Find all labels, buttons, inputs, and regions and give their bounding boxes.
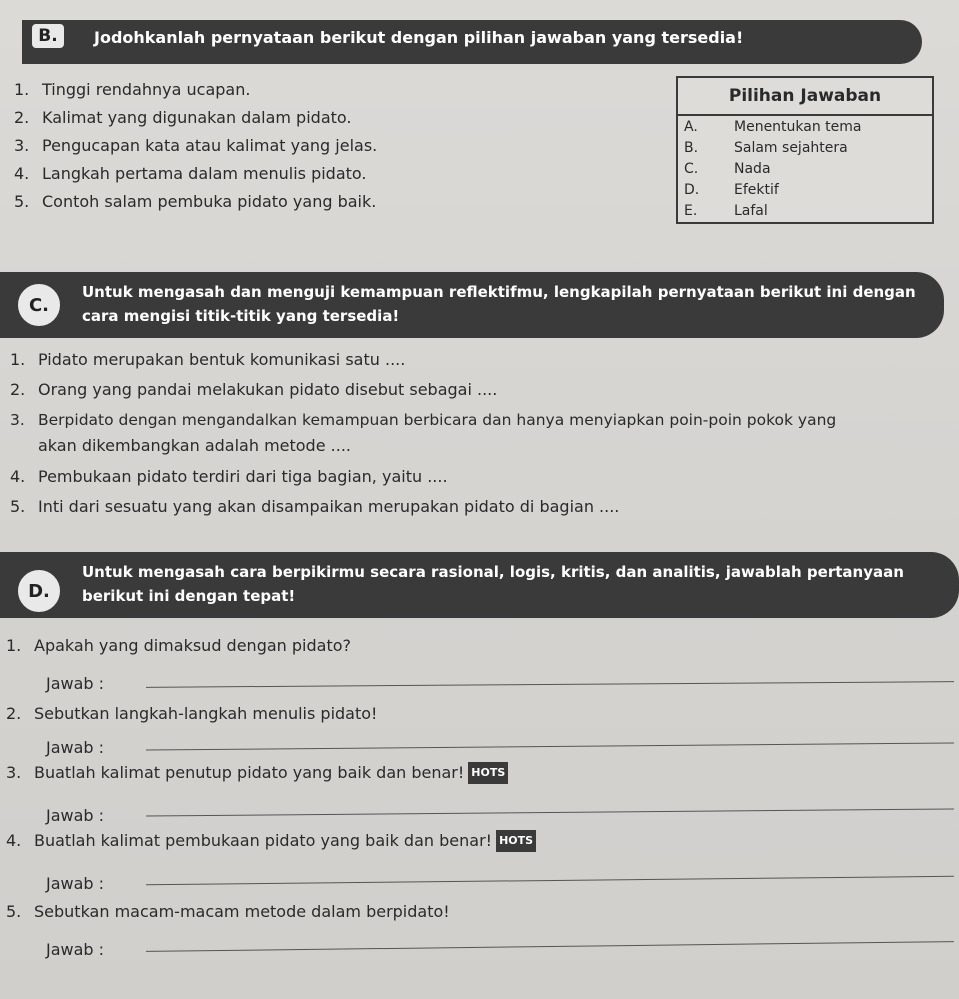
item-number: 4. xyxy=(10,467,26,486)
section-b-banner xyxy=(22,20,922,64)
item-text: Apakah yang dimaksud dengan pidato? xyxy=(34,636,351,655)
hots-badge: HOTS xyxy=(468,762,508,784)
item-number: 3. xyxy=(6,763,22,782)
choice-text: Lafal xyxy=(734,203,768,219)
answer-line-4[interactable] xyxy=(146,876,954,885)
item-text: Berpidato dengan mengandalkan kemampuan berbicara dan hanya menyiapkan poin-poin pokok yang xyxy=(38,411,837,429)
answer-label: Jawab : xyxy=(46,738,105,757)
choice-c xyxy=(684,160,771,178)
item-number: 2. xyxy=(14,108,30,127)
item-number: 5. xyxy=(6,902,22,921)
choice-text: Menentukan tema xyxy=(734,119,862,135)
choice-a xyxy=(684,118,862,136)
answer-line-3[interactable] xyxy=(146,808,954,816)
choice-e xyxy=(684,202,768,220)
d-item-1 xyxy=(6,636,351,656)
d-item-5 xyxy=(6,902,450,922)
hots-badge: HOTS xyxy=(496,830,536,852)
item-text: Pidato merupakan bentuk komunikasi satu .... xyxy=(38,350,406,369)
c-item-3 xyxy=(10,410,836,430)
choice-text: Salam sejahtera xyxy=(734,140,848,156)
item-number: 2. xyxy=(6,704,22,723)
item-number: 4. xyxy=(6,831,22,850)
choice-letter: A. xyxy=(684,119,698,135)
item-text: Buatlah kalimat penutup pidato yang baik dan benar! xyxy=(34,763,465,782)
answer-line-5[interactable] xyxy=(146,941,954,952)
item-number: 3. xyxy=(10,411,25,429)
choice-letter: E. xyxy=(684,203,698,219)
section-c-title-line-1: Untuk mengasah dan menguji kemampuan reflektifmu, lengkapilah pernyataan berikut ini dengan xyxy=(82,283,916,301)
section-d-title xyxy=(82,560,904,608)
choice-letter: C. xyxy=(684,161,699,177)
section-c-title-line-2: cara mengisi titik-titik yang tersedia! xyxy=(82,307,400,325)
item-text: Sebutkan macam-macam metode dalam berpidato! xyxy=(34,902,450,921)
item-number: 1. xyxy=(6,636,22,655)
item-text: Langkah pertama dalam menulis pidato. xyxy=(42,164,367,183)
b-item-4 xyxy=(14,164,367,184)
answer-label: Jawab : xyxy=(46,674,105,693)
section-d-badge: D. xyxy=(14,566,64,616)
answer-choices-box xyxy=(676,76,934,224)
c-item-2 xyxy=(10,380,497,400)
item-text: Buatlah kalimat pembukaan pidato yang baik dan benar! xyxy=(34,831,493,850)
item-number: 1. xyxy=(10,350,26,369)
d-item-2 xyxy=(6,704,377,724)
d-item-4 xyxy=(6,830,536,852)
b-item-2 xyxy=(14,108,351,128)
answer-line-2[interactable] xyxy=(146,742,954,750)
item-number: 3. xyxy=(14,136,30,155)
answer-label: Jawab : xyxy=(46,806,105,825)
section-b-title: Jodohkanlah pernyataan berikut dengan pilihan jawaban yang tersedia! xyxy=(94,28,744,47)
item-text: Inti dari sesuatu yang akan disampaikan merupakan pidato di bagian .... xyxy=(38,497,620,516)
b-item-3 xyxy=(14,136,377,156)
choice-d xyxy=(684,181,779,199)
item-text: Sebutkan langkah-langkah menulis pidato! xyxy=(34,704,378,723)
section-b-badge: B. xyxy=(28,20,68,52)
section-c-banner xyxy=(0,272,944,338)
b-item-5 xyxy=(14,192,376,212)
choice-text: Nada xyxy=(734,161,771,177)
answer-label: Jawab : xyxy=(46,940,105,959)
c-item-1 xyxy=(10,350,405,370)
choice-text: Efektif xyxy=(734,182,779,198)
choice-letter: B. xyxy=(684,140,699,156)
section-c-title xyxy=(82,280,916,328)
item-number: 1. xyxy=(14,80,30,99)
c-item-5 xyxy=(10,497,619,517)
item-text: Pengucapan kata atau kalimat yang jelas. xyxy=(42,136,378,155)
item-text: Tinggi rendahnya ucapan. xyxy=(42,80,251,99)
section-d-title-line-2: berikut ini dengan tepat! xyxy=(82,587,296,605)
section-d-banner xyxy=(0,552,959,618)
d-item-3 xyxy=(6,762,508,784)
answer-line-1[interactable] xyxy=(146,681,954,688)
c-item-3-continued: akan dikembangkan adalah metode .... xyxy=(38,436,351,455)
item-number: 2. xyxy=(10,380,26,399)
section-d-title-line-1: Untuk mengasah cara berpikirmu secara rasional, logis, kritis, dan analitis, jawablah pertanyaan xyxy=(82,563,904,581)
c-item-4 xyxy=(10,467,448,487)
choice-b xyxy=(684,139,848,157)
item-number: 5. xyxy=(10,497,26,516)
answer-choices-title: Pilihan Jawaban xyxy=(678,78,932,116)
answer-label: Jawab : xyxy=(46,874,105,893)
choice-letter: D. xyxy=(684,182,700,198)
item-text: Orang yang pandai melakukan pidato disebut sebagai .... xyxy=(38,380,498,399)
item-text: Pembukaan pidato terdiri dari tiga bagian, yaitu .... xyxy=(38,467,448,486)
section-c-badge: C. xyxy=(14,280,64,330)
b-item-1 xyxy=(14,80,250,100)
item-number: 5. xyxy=(14,192,30,211)
item-text: Contoh salam pembuka pidato yang baik. xyxy=(42,192,377,211)
item-number: 4. xyxy=(14,164,30,183)
item-text: Kalimat yang digunakan dalam pidato. xyxy=(42,108,352,127)
